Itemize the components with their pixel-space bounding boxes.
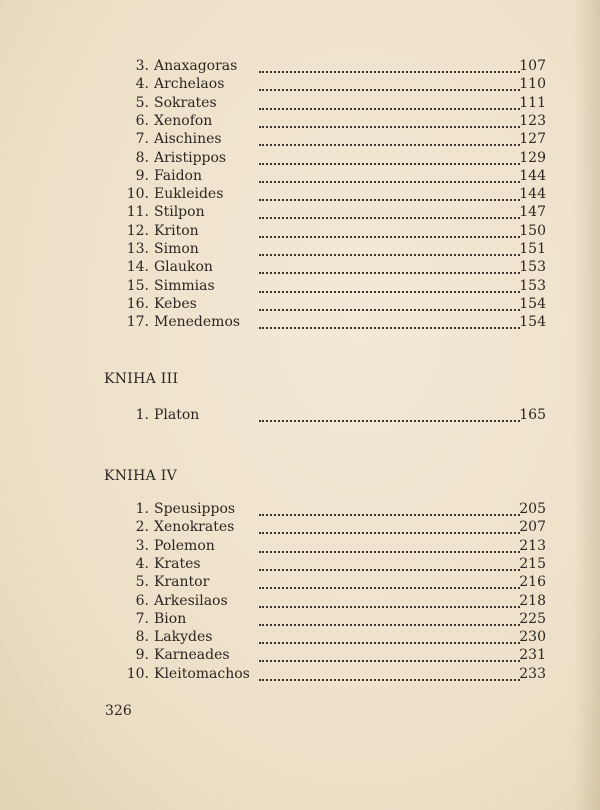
dot-leader xyxy=(259,420,520,422)
section-heading: KNIHA IV xyxy=(104,468,178,484)
entry-name: Simon xyxy=(154,241,199,257)
toc-entry xyxy=(0,258,600,276)
entry-page-number: 165 xyxy=(519,407,546,423)
entry-name: Karneades xyxy=(154,647,230,664)
entry-number: 2. xyxy=(135,519,149,536)
entry-page-number: 147 xyxy=(519,204,546,221)
entry-name: Archelaos xyxy=(154,76,225,93)
entry-number: 8. xyxy=(135,149,149,166)
entry-number: 4. xyxy=(135,76,149,93)
entry-number: 14. xyxy=(126,259,149,276)
toc-entry xyxy=(0,167,600,185)
toc-entry xyxy=(0,592,600,610)
entry-page-number: 151 xyxy=(519,241,546,257)
dot-leader xyxy=(259,236,520,238)
entry-name: Polemon xyxy=(154,537,215,554)
entry-name: Aischines xyxy=(154,131,222,148)
toc-entry xyxy=(0,203,600,221)
entry-page-number: 225 xyxy=(519,610,546,627)
toc-entry xyxy=(0,75,600,93)
entry-number: 1. xyxy=(135,407,149,423)
entry-page-number: 154 xyxy=(519,314,546,331)
entry-name: Lakydes xyxy=(154,629,213,646)
toc-entry xyxy=(0,130,600,148)
toc-entry xyxy=(0,406,600,424)
dot-leader xyxy=(259,514,520,516)
entry-page-number: 215 xyxy=(519,555,546,572)
dot-leader xyxy=(259,217,520,219)
page-number: 326 xyxy=(105,703,132,719)
entry-page-number: 213 xyxy=(519,537,546,554)
toc-entry xyxy=(0,518,600,536)
dot-leader xyxy=(259,327,520,329)
entry-number: 13. xyxy=(126,241,149,257)
dot-leader xyxy=(259,163,520,165)
entry-name: Arkesilaos xyxy=(154,592,228,609)
entry-name: Anaxagoras xyxy=(154,58,238,74)
dot-leader xyxy=(259,126,520,128)
dot-leader xyxy=(259,144,520,146)
toc-entry xyxy=(0,57,600,75)
toc-entry xyxy=(0,112,600,130)
entry-number: 8. xyxy=(135,629,149,646)
toc-entry xyxy=(0,185,600,203)
toc-entry xyxy=(0,573,600,591)
entry-number: 9. xyxy=(135,647,149,664)
entry-page-number: 144 xyxy=(519,167,546,184)
entry-name: Kebes xyxy=(154,295,197,312)
toc-entry xyxy=(0,500,600,518)
entry-name: Sokrates xyxy=(154,94,217,111)
toc-entry xyxy=(0,277,600,295)
dot-leader xyxy=(259,624,520,626)
dot-leader xyxy=(259,272,520,274)
entry-number: 6. xyxy=(135,112,149,129)
toc-entry xyxy=(0,94,600,112)
entry-name: Faidon xyxy=(154,167,202,184)
entry-page-number: 233 xyxy=(519,665,546,682)
entry-name: Krantor xyxy=(154,574,210,591)
entry-number: 12. xyxy=(126,222,149,239)
entry-page-number: 144 xyxy=(519,186,546,203)
dot-leader xyxy=(259,587,520,589)
entry-number: 11. xyxy=(126,204,149,221)
entry-number: 5. xyxy=(135,574,149,591)
toc-entry xyxy=(0,646,600,664)
entry-name: Menedemos xyxy=(154,314,241,331)
section-heading: KNIHA III xyxy=(104,371,179,387)
entry-page-number: 205 xyxy=(519,501,546,517)
entry-number: 3. xyxy=(135,537,149,554)
entry-name: Platon xyxy=(154,407,200,423)
entry-page-number: 153 xyxy=(519,277,546,294)
entry-page-number: 231 xyxy=(519,647,546,664)
toc-entry xyxy=(0,295,600,313)
dot-leader xyxy=(259,642,520,644)
entry-number: 7. xyxy=(135,131,149,148)
entry-number: 15. xyxy=(126,277,149,294)
entry-number: 5. xyxy=(135,94,149,111)
toc-entry xyxy=(0,222,600,240)
entry-page-number: 107 xyxy=(519,58,546,74)
dot-leader xyxy=(259,606,520,608)
entry-page-number: 218 xyxy=(519,592,546,609)
entry-page-number: 153 xyxy=(519,259,546,276)
entry-page-number: 129 xyxy=(519,149,546,166)
entry-number: 4. xyxy=(135,555,149,572)
toc-entry xyxy=(0,537,600,555)
entry-page-number: 207 xyxy=(519,519,546,536)
entry-number: 6. xyxy=(135,592,149,609)
entry-number: 10. xyxy=(126,186,149,203)
entry-number: 3. xyxy=(135,58,149,74)
entry-number: 16. xyxy=(126,295,149,312)
entry-name: Simmias xyxy=(154,277,215,294)
entry-name: Stilpon xyxy=(154,204,205,221)
entry-name: Kriton xyxy=(154,222,199,239)
toc-entry xyxy=(0,628,600,646)
entry-name: Glaukon xyxy=(154,259,213,276)
entry-name: Speusippos xyxy=(154,501,236,517)
entry-page-number: 123 xyxy=(519,112,546,129)
dot-leader xyxy=(259,71,520,73)
dot-leader xyxy=(259,181,520,183)
dot-leader xyxy=(259,199,520,201)
toc-entry xyxy=(0,149,600,167)
toc-entry xyxy=(0,313,600,331)
entry-number: 10. xyxy=(126,665,149,682)
entry-name: Xenofon xyxy=(154,112,213,129)
dot-leader xyxy=(259,108,520,110)
toc-entry xyxy=(0,555,600,573)
dot-leader xyxy=(259,660,520,662)
toc-entry xyxy=(0,665,600,683)
entry-name: Xenokrates xyxy=(154,519,235,536)
toc-entry xyxy=(0,610,600,628)
dot-leader xyxy=(259,551,520,553)
entry-page-number: 154 xyxy=(519,295,546,312)
entry-page-number: 216 xyxy=(519,574,546,591)
toc-entry xyxy=(0,240,600,258)
entry-page-number: 110 xyxy=(519,76,546,93)
dot-leader xyxy=(259,89,520,91)
entry-name: Bion xyxy=(154,610,187,627)
entry-page-number: 127 xyxy=(519,131,546,148)
entry-name: Kleitomachos xyxy=(154,665,250,682)
dot-leader xyxy=(259,532,520,534)
entry-number: 7. xyxy=(135,610,149,627)
entry-number: 9. xyxy=(135,167,149,184)
entry-number: 17. xyxy=(126,314,149,331)
entry-page-number: 230 xyxy=(519,629,546,646)
entry-name: Krates xyxy=(154,555,201,572)
entry-number: 1. xyxy=(135,501,149,517)
dot-leader xyxy=(259,254,520,256)
entry-page-number: 150 xyxy=(519,222,546,239)
entry-name: Eukleides xyxy=(154,186,224,203)
dot-leader xyxy=(259,291,520,293)
dot-leader xyxy=(259,569,520,571)
dot-leader xyxy=(259,309,520,311)
dot-leader xyxy=(259,679,520,681)
entry-page-number: 111 xyxy=(519,94,546,111)
entry-name: Aristippos xyxy=(154,149,227,166)
